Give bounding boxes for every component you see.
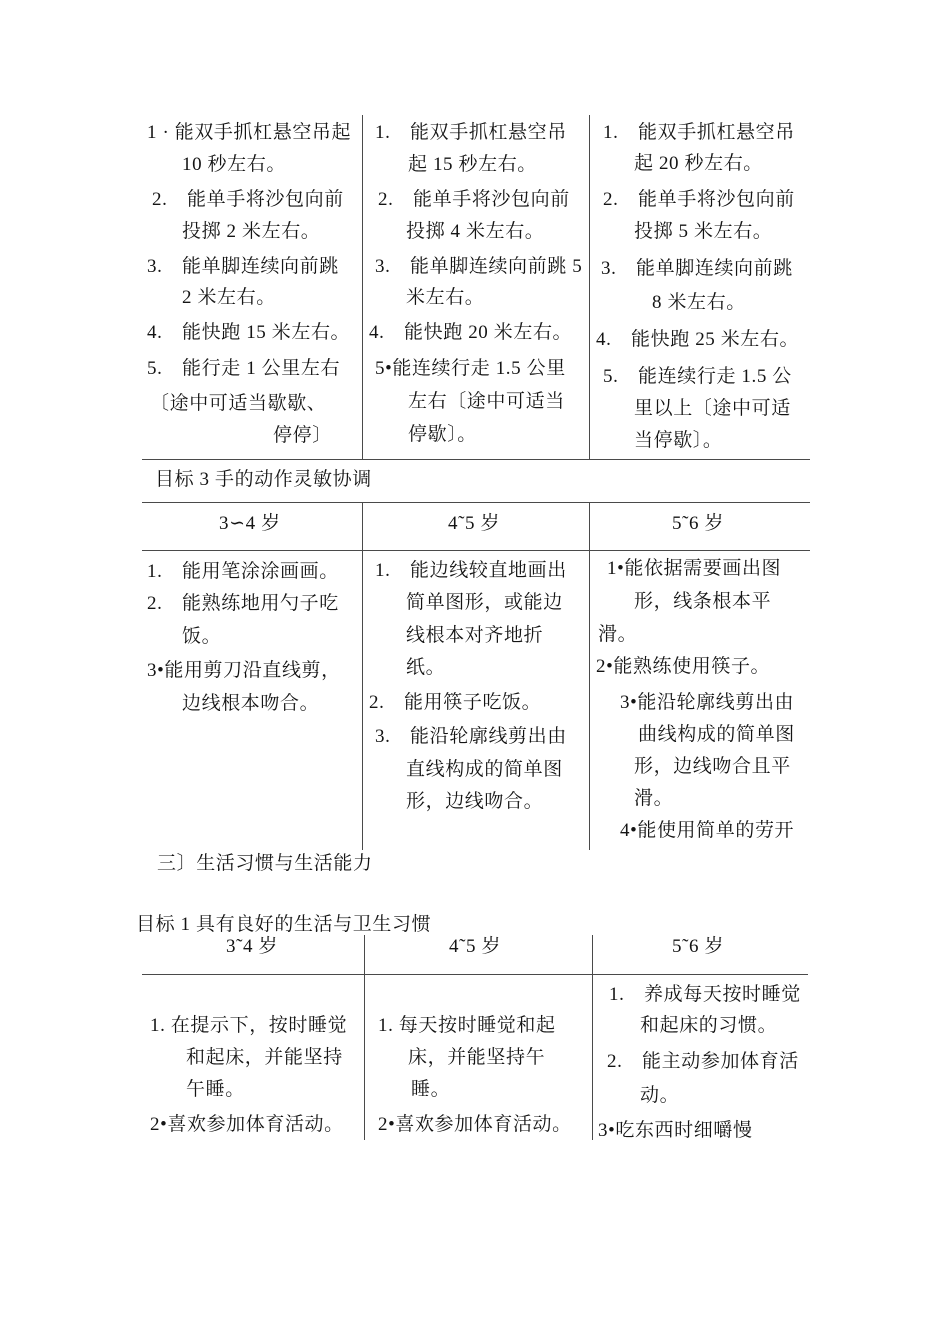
item-text-line: 投掷 2 米左右。 [182,221,321,242]
item-text-line: 和起床，并能坚持 [186,1047,343,1068]
item-text-line: 1. 能双手抓杠悬空吊 [603,122,795,143]
item-text-line: 2•喜欢参加体育活动。 [378,1114,572,1135]
table-border [589,115,590,459]
column-header: 5˜6 岁 [672,513,725,534]
table-border [142,974,808,975]
table-border [592,935,593,1140]
item-text-line: 3. 能单脚连续向前跳 5 [375,256,583,277]
column-header: 5˜6 岁 [672,936,725,957]
item-text-line: 动。 [640,1085,680,1106]
item-text-line: 午睡。 [186,1079,245,1100]
item-text-line: 饭。 [182,626,222,647]
item-text-line: 当停歇〕。 [634,430,723,451]
item-text-line: 5. 能连续行走 1.5 公 [603,366,792,387]
item-text-line: 线根本对齐地折 [406,625,544,646]
item-text-line: 2. 能主动参加体育活 [607,1051,799,1072]
item-text-line: 2. 能单手将沙包向前 [378,189,570,210]
table-border [142,550,810,551]
item-text-line: 形，边线吻合且平 [634,756,791,777]
item-text-line: 投掷 4 米左右。 [406,221,545,242]
item-text-line: 床，并能坚持午 [408,1047,546,1068]
item-text-line: 3•能沿轮廓线剪出由 [620,692,795,713]
item-text-line: 4•能使用简单的劳开 [620,820,795,841]
item-text-line: 边线根本吻合。 [182,693,320,714]
goal-heading: 目标 1 具有良好的生活与卫生习惯 [136,914,432,935]
column-header: 4˜5 岁 [449,936,502,957]
item-text-line: 1•能依据需要画出图 [607,558,782,579]
item-text-line: 2. 能熟练地用勺子吃 [147,593,339,614]
item-text-line: 左右〔途中可适当 [408,391,565,412]
item-text-line: 停停〕 [273,425,332,446]
column-header: 4˜5 岁 [448,513,501,534]
item-text-line: 曲线构成的简单图 [638,724,795,745]
item-text-line: 3•能用剪刀沿直线剪， [147,660,341,681]
column-header: 3˜4 岁 [226,936,279,957]
item-text-line: 8 米左右。 [652,292,746,313]
item-text-line: 〔途中可适当歇歇、 [150,393,327,414]
item-text-line: 4. 能快跑 15 米左右。 [147,322,351,343]
item-text-line: 2. 能单手将沙包向前 [603,189,795,210]
table-border [142,502,810,503]
item-text-line: 3•吃东西时细嚼慢 [598,1120,753,1141]
item-text-line: 米左右。 [406,287,485,308]
item-text-line: 1 · 能双手抓杠悬空吊起 [147,122,352,143]
item-text-line: 4. 能快跑 25 米左右。 [596,329,800,350]
item-text-line: 投掷 5 米左右。 [634,221,773,242]
table-border [142,459,810,460]
item-text-line: 3. 能单脚连续向前跳 [147,256,339,277]
item-text-line: 直线构成的简单图 [406,759,563,780]
item-text-line: 5•能连续行走 1.5 公里 [375,358,566,379]
item-text-line: 5. 能行走 1 公里左右 [147,358,341,379]
item-text-line: 3. 能沿轮廓线剪出由 [375,726,567,747]
item-text-line: 2. 能用筷子吃饭。 [369,692,542,713]
item-text-line: 里以上〔途中可适 [634,398,791,419]
item-text-line: 形，边线吻合。 [406,791,544,812]
item-text-line: 和起床的习惯。 [640,1015,778,1036]
table-border [589,502,590,850]
item-text-line: 1. 能边线较直地画出 [375,560,567,581]
item-text-line: 1. 能用笔涂涂画画。 [147,561,339,582]
item-text-line: 停歇〕。 [408,424,477,445]
item-text-line: 1. 在提示下，按时睡觉 [150,1015,348,1036]
column-header: 3∽4 岁 [219,513,281,534]
item-text-line: 睡。 [411,1079,451,1100]
item-text-line: 起 15 秒左右。 [408,154,537,175]
table-border [364,935,365,1140]
item-text-line: 10 秒左右。 [182,154,286,175]
item-text-line: 2 米左右。 [182,287,276,308]
item-text-line: 简单图形，或能边 [406,592,563,613]
item-text-line: 形，线条根本平 [634,591,772,612]
table-border [362,502,363,850]
item-text-line: 2. 能单手将沙包向前 [152,189,344,210]
table-border [362,115,363,459]
item-text-line: 4. 能快跑 20 米左右。 [369,322,573,343]
item-text-line: 1. 每天按时睡觉和起 [378,1015,556,1036]
section-heading: 三〕生活习惯与生活能力 [157,853,373,874]
item-text-line: 2•喜欢参加体育活动。 [150,1114,344,1135]
item-text-line: 1. 养成每天按时睡觉 [609,984,801,1005]
item-text-line: 3. 能单脚连续向前跳 [601,258,793,279]
item-text-line: 纸。 [406,657,446,678]
item-text-line: 滑。 [598,624,638,645]
goal-heading: 目标 3 手的动作灵敏协调 [155,469,372,490]
item-text-line: 1. 能双手抓杠悬空吊 [375,122,567,143]
item-text-line: 滑。 [634,788,674,809]
item-text-line: 起 20 秒左右。 [634,153,763,174]
item-text-line: 2•能熟练使用筷子。 [596,656,771,677]
